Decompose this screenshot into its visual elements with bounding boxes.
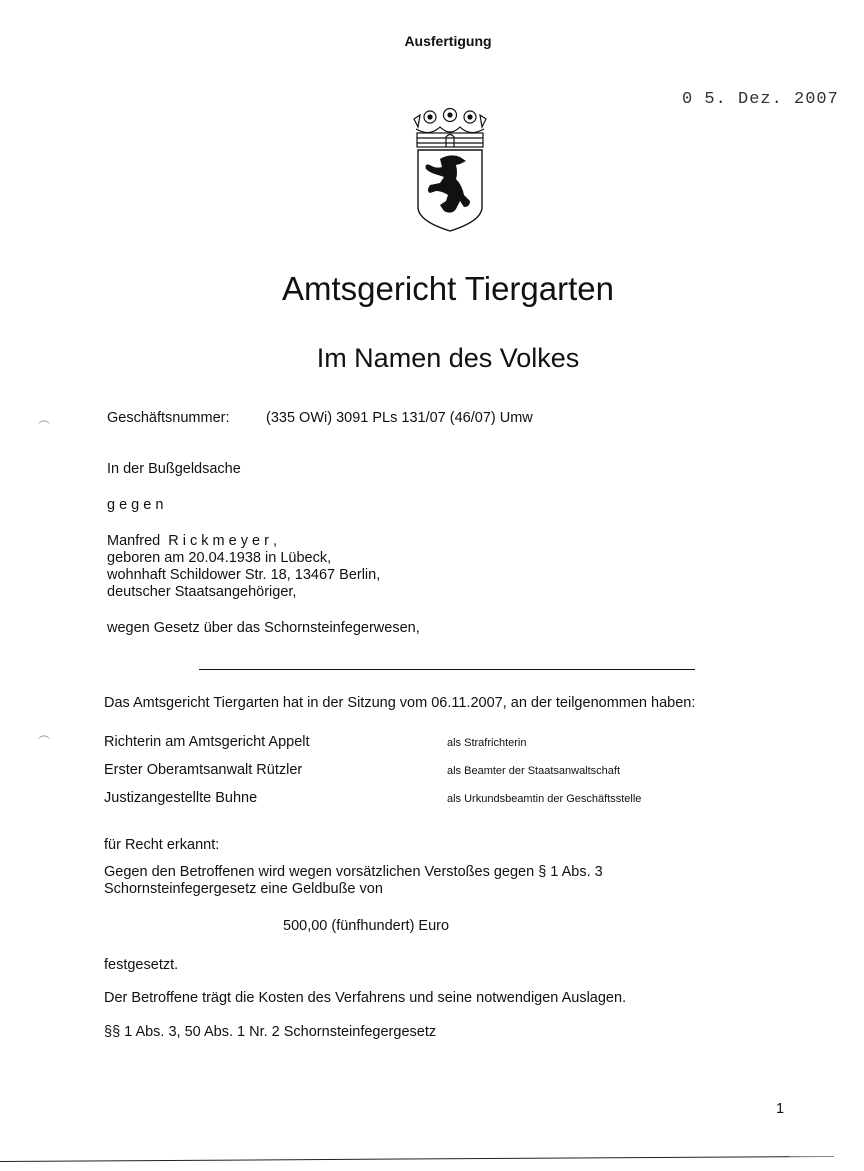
received-date-stamp: 0 5. Dez. 2007	[682, 90, 839, 109]
margin-mark: ︵	[38, 412, 51, 426]
against-label: g e g e n	[107, 497, 164, 513]
court-name: Amtsgericht Tiergarten	[282, 270, 614, 307]
participant-name: Richterin am Amtsgericht Appelt	[104, 734, 310, 750]
defendant-nationality: deutscher Staatsangehöriger,	[107, 584, 297, 600]
berlin-coat-of-arms-icon	[410, 107, 490, 233]
crown-icon	[414, 109, 486, 148]
judgment-costs: Der Betroffene trägt die Kosten des Verfahrens und seine notwendigen Auslagen.	[104, 990, 627, 1006]
participant-role: als Urkundsbeamtin der Geschäftsstelle	[447, 793, 642, 805]
judgment-recognized: für Recht erkannt:	[104, 837, 220, 853]
defendant-birth: geboren am 20.04.1938 in Lübeck,	[107, 550, 332, 566]
scan-edge-line	[790, 1156, 834, 1157]
session-intro: Das Amtsgericht Tiergarten hat in der Sitzung vom 06.11.2007, an der teilgenommen haben:	[104, 695, 696, 711]
defendant-address: wohnhaft Schildower Str. 18, 13467 Berlin,	[107, 567, 381, 583]
section-divider	[199, 669, 695, 670]
judgment-set: festgesetzt.	[104, 957, 179, 973]
participant-name: Erster Oberamtsanwalt Rützler	[104, 762, 303, 778]
participant-role: als Strafrichterin	[447, 737, 527, 749]
fine-amount: 500,00 (fünfhundert) Euro	[283, 918, 450, 934]
matter-label: In der Bußgeldsache	[107, 461, 241, 477]
judgment-line-1: Gegen den Betroffenen wird wegen vorsätzlichen Verstoßes gegen § 1 Abs. 3	[104, 864, 603, 880]
case-number-value: (335 OWi) 3091 PLs 131/07 (46/07) Umw	[266, 410, 533, 426]
page-number: 1	[776, 1101, 785, 1117]
verdict-heading: Im Namen des Volkes	[316, 343, 580, 373]
copy-label: Ausfertigung	[404, 33, 492, 49]
participant-name: Justizangestellte Buhne	[104, 790, 258, 806]
legal-basis: §§ 1 Abs. 3, 50 Abs. 1 Nr. 2 Schornsteinfegergesetz	[104, 1024, 437, 1040]
charge-line: wegen Gesetz über das Schornsteinfegerwesen,	[107, 620, 420, 636]
scan-edge-line	[0, 1156, 820, 1162]
case-number-label: Geschäftsnummer:	[107, 410, 230, 426]
defendant-name: Manfred R i c k m e y e r ,	[107, 533, 278, 549]
margin-mark: ︵	[38, 727, 51, 741]
judgment-line-2: Schornsteinfegergesetz eine Geldbuße von	[104, 881, 383, 897]
participant-role: als Beamter der Staatsanwaltschaft	[447, 765, 621, 777]
